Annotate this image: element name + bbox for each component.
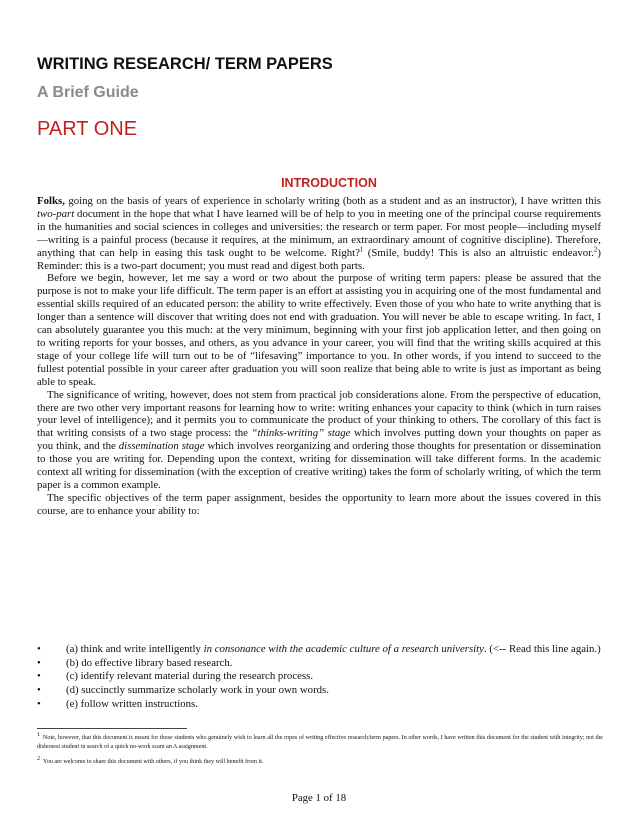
- footnote-number: 2: [37, 756, 40, 763]
- footnote-number: 1: [37, 731, 40, 738]
- footnotes: [37, 731, 603, 768]
- emphasis: in consonance with the academic culture of a research university: [203, 643, 484, 655]
- text-span: The significance of writing, however, does not stem from practical job considerations alone. From the perspective of education, there are two other very important reasons for learning how to write: writing enhances your capacity to think (which in turn raises your level of intelligence); and it permits you to communicate the product of your thinking to others. The corollary of this fact is that writing consists of a two stage process: the: [37, 388, 601, 440]
- list-item: [37, 643, 601, 657]
- section-heading: INTRODUCTION: [281, 176, 377, 190]
- text-span: document in the hope that what I have learned will be of help to you in meeting one of the principal course requirements in the humanities and social sciences in colleges and universities: the research or term paper. For most people—including myself—writing is a painful process (because it requires, at the minimum, an extraordinary amount of cognitive discipline). Therefore, anything that can help in easing this task ought to be welcome. Right?: [37, 207, 601, 259]
- emphasis: dissemination stage: [118, 440, 205, 453]
- list-item: [37, 657, 601, 671]
- document-subtitle: A Brief Guide: [37, 84, 139, 101]
- bullet-icon: •: [37, 670, 41, 683]
- bullet-icon: •: [37, 697, 41, 710]
- text-span: going on the basis of years of experience in scholarly writing (both as a student and as an instructor), I have written this: [64, 195, 601, 207]
- paragraph-2: Before we begin, however, let me say a word or two about the purpose of writing term papers: please be assured that the purpose is not to make your life difficult. The term paper is an effort at assisting you in acquiring one of the most fundamental and essential skills required of an educated person: the ability to write effectively. Even those of you who hate to write anything that is longer than a sentence will discover that writing does not end with graduation. You will never be able to escape writing. In fact, I can absolutely guarantee you this much: at the very minimum, beginning with your first job application letter, and then going on to writing reports for your bosses, and others, as you advance in your career, you will find that the writing skills acquired at this stage of your college life will turn out to be of “lifesaving” importance to you. In other words, if you intend to succeed to the fullest potential possible in your career after graduation you will soon realize that being able to write is just as important as being able to speak.: [37, 272, 601, 388]
- bullet-icon: •: [37, 684, 41, 697]
- paragraph-1: [37, 195, 601, 272]
- list-item: [37, 698, 601, 712]
- part-heading: PART ONE: [37, 118, 138, 140]
- body-text: [37, 195, 601, 518]
- footnote-1: [37, 731, 603, 752]
- text-span: (d) succinctly summarize scholarly work in your own words.: [66, 684, 329, 697]
- text-span: ) Reminder: this is a two-part document; you must read and digest both parts.: [37, 246, 601, 272]
- text-span: . (<-- Read this line again.): [483, 643, 601, 655]
- lead-word: Folks,: [37, 195, 65, 207]
- paragraph-3: [37, 389, 601, 492]
- text-span: which involves putting down your thoughts on paper as you think, and the: [37, 427, 601, 453]
- emphasis: “thinks-writing” stage: [251, 427, 351, 440]
- objectives-list: [37, 643, 601, 712]
- text-span: (c) identify relevant material during the research process.: [66, 670, 314, 683]
- list-item: [37, 684, 601, 698]
- footnote-ref-1[interactable]: 1: [359, 245, 364, 254]
- bullet-icon: •: [37, 643, 41, 655]
- footnote-2: [37, 758, 603, 767]
- document-title: WRITING RESEARCH/ TERM PAPERS: [37, 55, 333, 73]
- text-span: (b) do effective library based research.: [66, 656, 233, 669]
- paragraph-4: The specific objectives of the term paper assignment, besides the opportunity to learn more about the issues covered in this course, are to enhance your ability to:: [37, 491, 601, 517]
- bullet-icon: •: [37, 656, 41, 669]
- footnote-text: You are welcome to share this document with others, if you think they will benefit from it.: [43, 759, 264, 766]
- emphasis: two-part: [37, 207, 75, 220]
- text-span: which involves reorganizing and ordering those thoughts for presentation or dissemination to those you are writing for. Depending upon the context, writing for dissemination will take different forms. In the academic context all writing for dissemination (with the exception of creative writing) takes the form of scholarly writing, of which the term paper is a common example.: [37, 440, 601, 491]
- page-number: Page 1 of 18: [291, 792, 347, 804]
- footnote-divider: [37, 728, 187, 729]
- footnote-ref-2[interactable]: 2: [593, 245, 598, 254]
- text-span: (Smile, buddy! This is also an altruistic endeavor.: [363, 246, 594, 259]
- footnote-text: Note, however, that this document is meant for those students who genuinely wish to learn all the ropes of writing effective research/term papers. In other words, I have written this document for the student with integrity; not the dishonest student in search of a quick no-work scam an A assignment.: [37, 735, 603, 751]
- list-item: [37, 670, 601, 684]
- text-span: (a) think and write intelligently: [66, 643, 204, 655]
- text-span: (e) follow written instructions.: [66, 697, 198, 710]
